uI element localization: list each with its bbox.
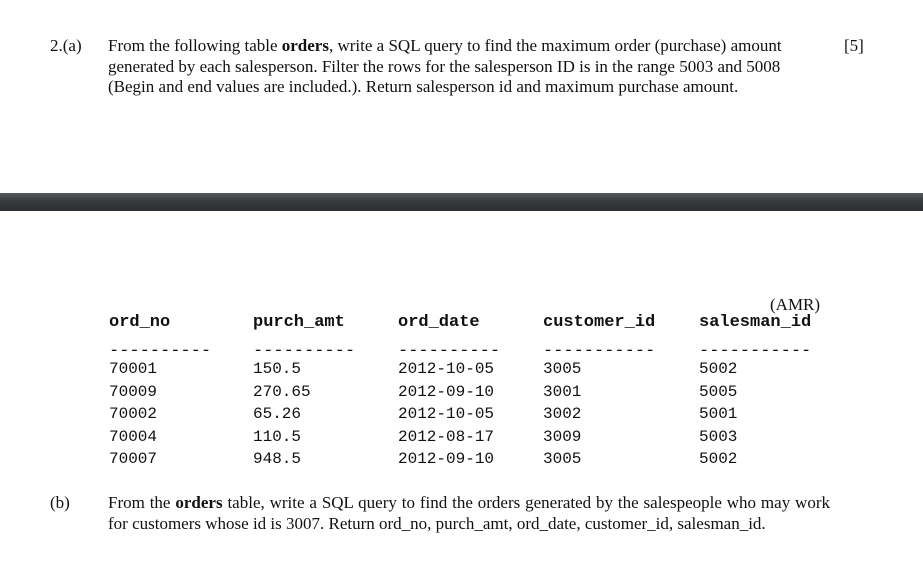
header-rule: ----------- xyxy=(699,342,812,361)
table-cell: 2012-08-17 xyxy=(398,427,495,446)
column-header-customer-id: customer_id xyxy=(543,313,656,332)
table-cell: 948.5 xyxy=(253,450,302,468)
question-b-table-name: orders xyxy=(175,493,223,512)
header-rule: ---------- xyxy=(109,342,212,361)
table-cell: 70004 xyxy=(109,427,158,446)
column-customer-id xyxy=(543,358,581,471)
table-cell: 5001 xyxy=(699,405,738,423)
column-header-ord-no: ord_no xyxy=(109,313,171,332)
table-cell: 65.26 xyxy=(253,405,302,423)
header-rule: ---------- xyxy=(398,342,501,361)
page-divider xyxy=(0,193,923,211)
table-cell: 270.65 xyxy=(253,382,311,401)
table-cell: 110.5 xyxy=(253,427,302,446)
question-b-text-after: table, write a SQL query to find the orders generated by the salespeople who may work for customers whose id is 3007. Return ord_no, purch_amt, ord_date, customer_id, salesman_id. xyxy=(108,493,830,533)
column-ord-date xyxy=(398,358,494,471)
table-cell: 5002 xyxy=(699,360,738,378)
header-rule: ---------- xyxy=(253,342,356,361)
table-cell: 2012-10-05 xyxy=(398,405,495,423)
header-rule: ----------- xyxy=(543,342,656,361)
table-cell: 5005 xyxy=(699,382,738,401)
table-cell: 70009 xyxy=(109,382,158,401)
table-annotation: (AMR) xyxy=(770,295,821,314)
table-cell: 3002 xyxy=(543,405,582,423)
question-number-b: (b) xyxy=(50,493,70,512)
question-b-text-before: From the xyxy=(108,493,176,512)
question-a-text xyxy=(108,36,828,98)
table-cell: 2012-09-10 xyxy=(398,450,495,468)
question-a-text-after: , write a SQL query to find the maximum order (purchase) amount generated by each salesperson. Filter the rows for the salesperson ID is in the range 5003 and 5008 (Begin and end values are included.). Return salesperson id and maximum purchase amount. xyxy=(108,36,782,96)
question-a-table-name: orders xyxy=(281,36,329,55)
table-cell: 70002 xyxy=(109,405,158,423)
column-header-ord-date: ord_date xyxy=(398,313,480,332)
table-cell: 5003 xyxy=(699,427,738,446)
table-cell: 70007 xyxy=(109,450,158,468)
question-b-text xyxy=(108,493,830,534)
column-header-purch-amt: purch_amt xyxy=(253,313,345,332)
table-cell: 2012-09-10 xyxy=(398,382,495,401)
column-purch-amt xyxy=(253,358,311,471)
marks-label: [5] xyxy=(844,36,864,55)
question-a-text-before: From the following table xyxy=(108,36,282,55)
table-cell: 3005 xyxy=(543,450,582,468)
table-cell: 2012-10-05 xyxy=(398,360,495,378)
table-cell: 5002 xyxy=(699,450,738,468)
table-cell: 3009 xyxy=(543,427,582,446)
table-cell: 3005 xyxy=(543,360,582,378)
table-cell: 150.5 xyxy=(253,360,302,378)
column-header-salesman-id: salesman_id xyxy=(699,313,812,332)
column-salesman-id xyxy=(699,358,737,471)
table-cell: 3001 xyxy=(543,382,582,401)
question-number-a: 2.(a) xyxy=(50,36,82,55)
table-cell: 70001 xyxy=(109,360,158,378)
column-ord-no xyxy=(109,358,157,471)
